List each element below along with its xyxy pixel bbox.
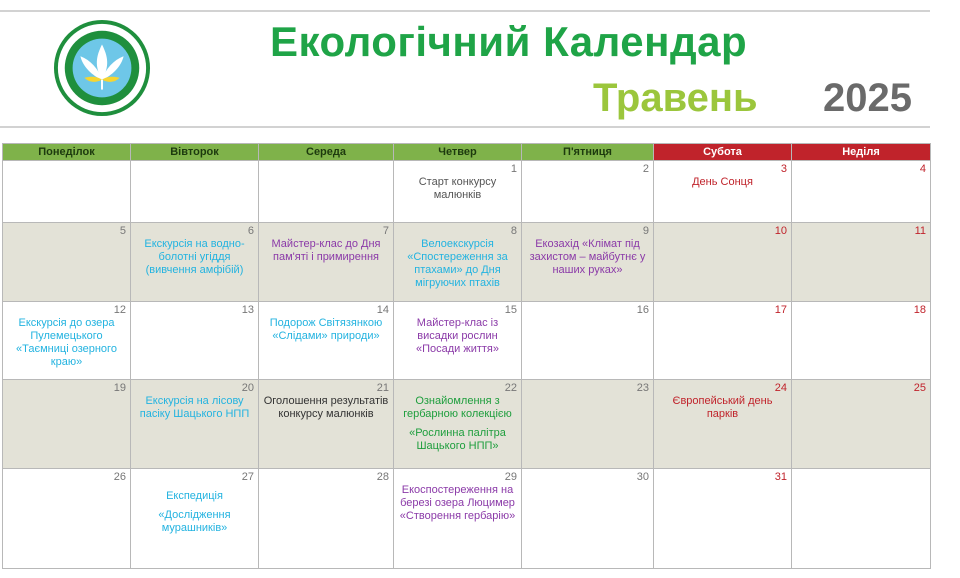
- day-number: 4: [919, 163, 926, 175]
- day-cell: [394, 223, 522, 302]
- weekday-monday: Понеділок: [3, 144, 131, 161]
- day-cell: [394, 380, 522, 469]
- day-number: 18: [913, 304, 926, 316]
- week-row: [3, 161, 931, 223]
- park-logo-icon: [53, 19, 151, 117]
- calendar-grid: [2, 143, 931, 569]
- event-text: Майстер-клас із висадки рослин «Посади життя»: [415, 317, 500, 355]
- day-number: 13: [241, 304, 254, 316]
- day-number: 21: [376, 382, 389, 394]
- event-text: Оголошення результатів конкурсу малюнків: [263, 395, 389, 420]
- event-text: Ознайомлення з гербарною колекцією: [403, 395, 512, 420]
- day-number: 19: [113, 382, 126, 394]
- day-cell: [259, 223, 394, 302]
- day-number: 23: [636, 382, 649, 394]
- week-row: [3, 302, 931, 380]
- day-number: 31: [774, 471, 787, 483]
- day-cell-empty: [792, 469, 931, 569]
- day-cell: [792, 161, 931, 223]
- day-cell: [792, 380, 931, 469]
- event-text: Європейський день парків: [672, 395, 773, 420]
- page-title: Екологічний Календар: [270, 18, 748, 65]
- day-number: 25: [913, 382, 926, 394]
- day-cell: [654, 302, 792, 380]
- day-number: 30: [636, 471, 649, 483]
- event-text: Старт конкурсу малюнків: [418, 176, 497, 201]
- day-cell: [654, 223, 792, 302]
- day-cell: [3, 469, 131, 569]
- month-label: Травень: [593, 76, 758, 120]
- day-number: 29: [504, 471, 517, 483]
- event-text: Велоекскурсія «Спостереження за птахами» до Дня мігруючих птахів: [407, 238, 508, 289]
- day-cell: [3, 302, 131, 380]
- day-number: 12: [113, 304, 126, 316]
- weekday-friday: П'ятниця: [522, 144, 654, 161]
- event-text: Експедиція: [166, 490, 223, 502]
- day-cell: [3, 380, 131, 469]
- weekday-tuesday: Вівторок: [131, 144, 259, 161]
- event-text: Екоспостереження на березі озера Люцимер «Створення гербарію»: [399, 484, 516, 522]
- day-cell: [131, 380, 259, 469]
- day-number: 22: [504, 382, 517, 394]
- event-text: Екскурсія на лісову пасіку Шацького НПП: [139, 395, 250, 420]
- day-cell: [131, 469, 259, 569]
- day-cell: [522, 469, 654, 569]
- header-top-rule: [0, 10, 930, 12]
- day-cell: [654, 161, 792, 223]
- day-number: 27: [241, 471, 254, 483]
- week-row: [3, 223, 931, 302]
- day-number: 7: [382, 225, 389, 237]
- event-text: День Сонця: [692, 176, 753, 188]
- day-number: 17: [774, 304, 787, 316]
- day-cell: [394, 302, 522, 380]
- day-cell: [792, 302, 931, 380]
- day-cell: [259, 302, 394, 380]
- day-number: 26: [113, 471, 126, 483]
- day-number: 20: [241, 382, 254, 394]
- day-cell: [792, 223, 931, 302]
- day-cell: [131, 302, 259, 380]
- day-cell: [394, 469, 522, 569]
- day-number: 6: [247, 225, 254, 237]
- event-text: Екскурсія до озера Пулемецького «Таємниці озерного краю»: [16, 317, 117, 368]
- event-text: Майстер-клас до Дня пам'яті і примирення: [271, 238, 381, 263]
- weekday-saturday: Субота: [654, 144, 792, 161]
- day-cell: [3, 223, 131, 302]
- day-number: 16: [636, 304, 649, 316]
- event-text: «Дослідження мурашників»: [158, 509, 231, 534]
- day-cell: [654, 469, 792, 569]
- day-number: 8: [510, 225, 517, 237]
- year-label: 2025: [823, 76, 912, 120]
- day-number: 14: [376, 304, 389, 316]
- day-number: 5: [119, 225, 126, 237]
- event-text: Подорож Світязянкою «Слідами» природи»: [269, 317, 383, 342]
- day-cell: [654, 380, 792, 469]
- day-cell: [131, 223, 259, 302]
- day-number: 28: [376, 471, 389, 483]
- week-row: [3, 469, 931, 569]
- day-number: 1: [510, 163, 517, 175]
- event-text: «Рослинна палітра Шацького НПП»: [409, 427, 506, 452]
- day-number: 11: [914, 225, 926, 237]
- day-number: 9: [642, 225, 649, 237]
- day-number: 3: [780, 163, 787, 175]
- day-cell: [394, 161, 522, 223]
- weekday-wednesday: Середа: [259, 144, 394, 161]
- day-cell: [522, 223, 654, 302]
- day-number: 10: [774, 225, 787, 237]
- day-number: 24: [774, 382, 787, 394]
- day-cell-empty: [3, 161, 131, 223]
- day-number: 15: [504, 304, 517, 316]
- day-cell: [259, 380, 394, 469]
- weekday-header-row: [3, 144, 931, 161]
- day-cell-empty: [131, 161, 259, 223]
- header-bottom-rule: [0, 126, 930, 128]
- event-text: Екскурсія на водно-болотні угіддя (вивчення амфібій): [144, 238, 245, 276]
- day-cell: [259, 469, 394, 569]
- day-cell: [522, 380, 654, 469]
- weekday-thursday: Четвер: [394, 144, 522, 161]
- day-number: 2: [642, 163, 649, 175]
- day-cell: [522, 302, 654, 380]
- week-row: [3, 380, 931, 469]
- weekday-sunday: Неділя: [792, 144, 931, 161]
- day-cell-empty: [259, 161, 394, 223]
- day-cell: [522, 161, 654, 223]
- event-text: Екозахід «Клімат під захистом – майбутнє у наших руках»: [529, 238, 646, 276]
